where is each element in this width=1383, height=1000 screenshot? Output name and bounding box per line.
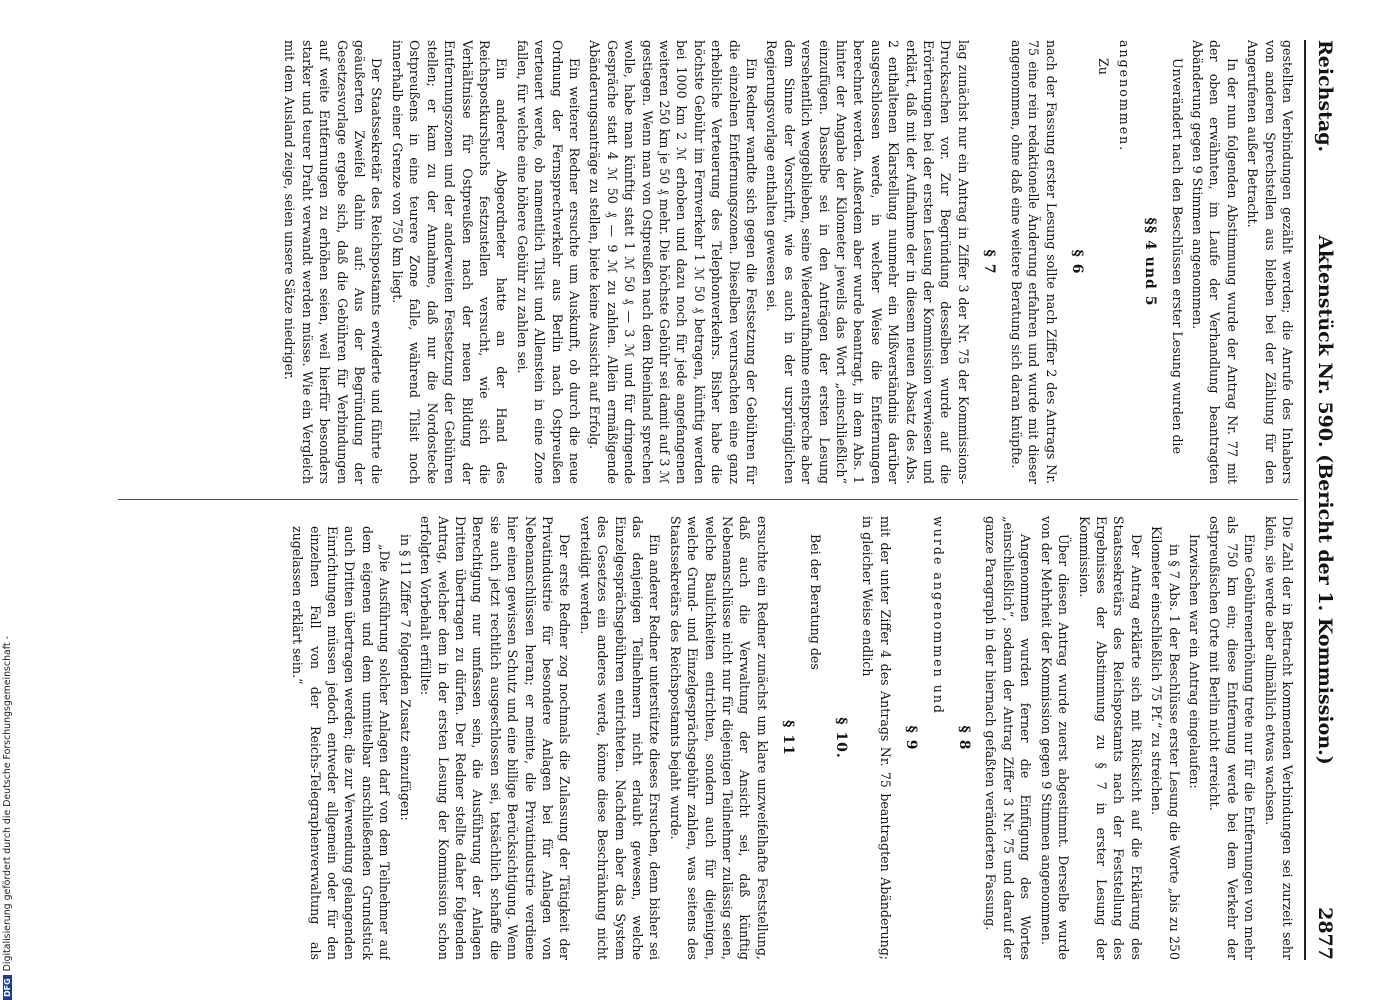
rotated-document-sheet <box>106 40 1342 960</box>
paragraph: Über diesen Antrag wurde zuerst abgestimmt. Derselbe wurde von der Mehrheit der Kommission gegen 9 Stimmen angenommen. <box>1038 516 1072 960</box>
paragraph: Inzwischen war ein Antrag eingelaufen: <box>1186 534 1202 789</box>
paragraph: Ein Redner wandte sich gegen die Festsetzung der Gebühren für die einzelnen Entfernungszonen. Dieselben verursachten eine ganz erhebliche Verteuerung des Telephonverkehrs. Bisher habe die höchste Gebühr im Fernverkehr 1 ℳ 50 ₰ betragen, künftig werden bei 1000 km 2 ℳ erhoben und dazu noch für jede angefangenen weiteren 250 km je 50 ₰ mehr. Die höchste Gebühr sei damit auf 3 ℳ gestiegen. Wenn man von Ostpreußen nach dem Rheinland sprechen wolle, habe man künftig statt 1 ℳ 50 ₰ — 3 ℳ und für dringende Gespräche statt 4 ℳ 50 ₰ — 9 ℳ zu zahlen. Allein ermäßigende Abänderungsanträge zu stellen, biete keine Aussicht auf Erfolg. <box>587 40 760 484</box>
paragraph: wurde angenommen und <box>930 516 946 715</box>
paragraph: Ein weiterer Redner ersuchte um Auskunft, ob durch die neue Ordnung der Fernsprechverkehr aus Berlin nach Ostpreußen verteuert werde, ob namentlich Tilsit und Allenstein in eine Zone fallen, für welche eine höhere Gebühr zu zahlen sei. <box>514 40 582 484</box>
section-heading: § 9 <box>903 725 920 751</box>
paragraph: Bei der Beratung des <box>807 534 823 670</box>
paragraph: mit der unter Ziffer 4 des Antrags Nr. 75 beantragten Abänderung; in gleicher Weise endlich <box>860 516 893 960</box>
paragraph: Angenommen wurden ferner die Einfügung des Wortes „einschließlich“, sodann der Antrag Ziffer 3 Nr. 75 und darauf der ganze Paragraph in der hiernach gefaßten veränderten Fassung. <box>983 516 1034 960</box>
left-text-column <box>116 40 1296 484</box>
paragraph: nach der Fassung erster Lesung sollte nach Ziffer 2 des Antrags Nr. 75 eine rein redaktionelle Änderung erfahren und wurde mit dieser angenommen, ohne daß eine weitere Beratung sich daran knüpfte. <box>1008 40 1059 484</box>
digitization-credit <box>2 10 13 1000</box>
header-left: Reichstag. <box>1314 40 1336 153</box>
paragraph: „Die Ausführung solcher Anlagen darf von dem Teilnehmer auf dem eigenen und dem unmittelbar anschließenden Grundstück auch Dritten übertragen werden; die zur Verwendung gelangenden Einrichtungen müssen jedoch entweder allgemein oder für den einzelnen Fall von der Reichs-Telegraphenverwaltung als zugelassen erklärt sein.“ <box>290 526 393 960</box>
paragraph: Der Antrag erklärte sich mit Rücksicht auf die Erklärung des Staatssekretärs des Reichspostamts nach der Feststellung des Ergebnisses der Abstimmung zu § 7 in erster Lesung der Kommission. <box>1076 516 1144 960</box>
section-heading: § 8 <box>956 725 973 751</box>
section-heading: §§ 4 und 5 <box>1142 217 1159 307</box>
paragraph: Der erste Redner zog nochmals die Zulassung der Tätigkeit der Privatindustrie für besondere Anlagen bei für Anlagen von Nebenanschlüssen heran; er meinte, die Privatindustrie verdiene hier einen gewissen Schutz und eine billige Berücksichtigung. Wenn sie auch jetzt rechtlich ausgeschlossen sei, tatsächlich schaffe die Berechtigung nur umfassen sein, die Ausführung der Anlagen Dritten übertragen zu dürfen. Der Redner stellte daher folgenden Antrag, welcher dem in der ersten Lesung der Kommission schon erfolgten Vorbehalt erfüllte: <box>418 516 573 960</box>
credit-text: Digitalisierung gefördert durch die Deutsche Forschungsgemeinschaft - <box>2 636 13 972</box>
column-divider <box>118 499 1298 500</box>
dfg-logo: DFG <box>3 975 12 1000</box>
paragraph: in § 7 Abs. 1 der Beschlüsse erster Lesung die Worte „bis zu 250 Kilometer einschließlich 75 Pf.“ zu streichen. <box>1149 526 1182 960</box>
section-heading: § 10. <box>833 717 850 759</box>
paragraph: lag zunächst nur ein Antrag in Ziffer 3 der Nr. 75 der Kommissions-Drucksachen vor. Zur Begründung desselben wurde auf die Erörterungen bei der ersten Lesung der Kommission verwiesen und erklärt, daß mit der Aufnahme der in diesem neuen Absatz des Abs. 2 enthaltenen Klarstellung nunmehr ein Mißverständnis darüber ausgeschlossen werde, in welcher Weise die Entfernungen berechnet werden. Außerdem aber wurde beantragt, in dem Abs. 1 hinter der Angabe der Kilometer jeweils das Wort „einschließlich“ einzufügen. Dasselbe sei in den Anträgen der ersten Lesung versehentlich weggeblieben, seine Wiederaufnahme entspreche aber dem Sinne der Vorschrift, wie es auch in der ursprünglichen Regierungsvorlage enthalten gewesen sei. <box>764 40 971 484</box>
paragraph: Die Zahl der in Betracht kommenden Verbindungen sei zurzeit sehr klein, sie werde aber allmählich etwas wachsen. <box>1262 516 1295 960</box>
page-header <box>1308 40 1342 960</box>
header-rule <box>1304 40 1306 960</box>
paragraph: angenommen. <box>1116 40 1132 153</box>
paragraph: Ein anderer Abgeordneter hatte an der Hand des Reichspostkursbuchs festzustellen versucht, wie sich die Verhältnisse für Ostpreußen nach der neuen Bildung der Entfernungszonen und der anderweiten Festsetzung der Gebühren stellen; er kam zu der Annahme, daß nur die Nordostecke Ostpreußens in eine teurere Zone falle, während Tilsit noch innerhalb einer Grenze von 750 km liegt. <box>389 40 510 484</box>
paragraph: Zu <box>1096 58 1112 75</box>
paragraph: ersuchte ein Redner zunächst um klare unzweifelhafte Feststellung, daß auch die Verwaltung der Ansicht sei, daß künftig Nebenanschlüsse nicht nur für diejenigen Teilnehmer zulässig seien, welche Baulichkeiten entrichten, sondern auch für diejenigen, welche Grund- und Einzelgesprächsgebühr zahlen, was seitens des Staatssekretärs des Reichspostamts bejaht wurde. <box>667 516 770 960</box>
section-heading: § 7 <box>981 249 998 275</box>
paragraph: Unverändert nach den Beschlüssen erster Lesung wurden die <box>1169 58 1185 455</box>
section-heading: § 6 <box>1068 249 1085 275</box>
section-heading: § 11 <box>780 720 797 756</box>
paragraph: In der nun folgenden Abstimmung wurde der Antrag Nr. 77 mit der oben erwähnten, im Laufe der Verhandlung beantragten Abänderung gegen 9 Stimmen angenommen. <box>1189 40 1240 484</box>
right-text-column <box>116 516 1296 960</box>
paragraph: Eine Gebührenerhöhung trete nur für die Entfernungen von mehr als 750 km ein; diese Entfernung werde bei dem Verkehr der ostpreußischen Orte mit Berlin nicht erreicht. <box>1207 516 1258 960</box>
paragraph: Der Staatssekretär des Reichspostamts erwiderte und führte die geäußerten Zweifel dahin auf: Aus der Begründung der Gesetzesvorlage ergebe sich, daß die Gebühren für Verbindungen auf weite Entfernungen zu erhöhen seien, weil hierfür besonders starker und teurer Draht verwandt werden müsse. Wie ein Vergleich mit dem Ausland zeige, seien unsere Sätze niedriger. <box>282 40 385 484</box>
paragraph: in § 11 Ziffer 7 folgenden Zusatz einzufügen: <box>397 534 413 821</box>
header-title: Aktenstück Nr. 590. (Bericht der 1. Kommission.) <box>1314 235 1336 765</box>
page-number: 2877 <box>1314 907 1336 960</box>
paragraph: Ein anderer Redner unterstützte dieses Ersuchen, denn bisher sei das denjenigen Teilnehmern nicht erlaubt gewesen, welche Einzelgesprächsgebühren entrichteten. Nachdem aber das System des Gesetzes ein anderes werde, könne diese Beschränkung nicht verteidigt werden. <box>577 516 663 960</box>
paragraph: gestellten Verbindungen gezählt werden; die Anrufe des Inhabers von anderen Sprechstellen aus bleiben bei der Zählung für den Angerufenen außer Betracht. <box>1245 40 1295 484</box>
